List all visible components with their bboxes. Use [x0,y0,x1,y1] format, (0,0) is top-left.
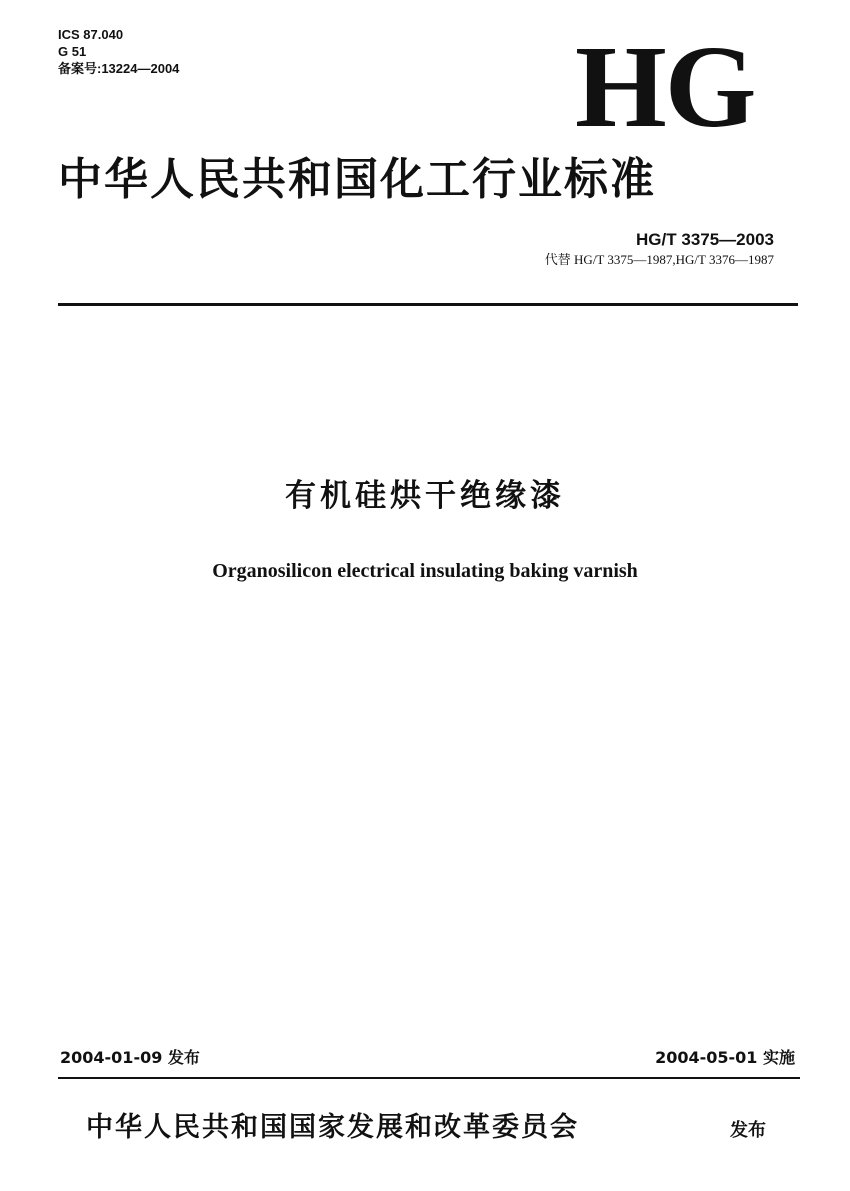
standard-number: HG/T 3375—2003 [636,230,774,249]
hg-logo: HG [575,21,755,152]
classification-code: G 51 [58,44,87,59]
ics-code: ICS 87.040 [58,27,124,42]
implementation-date: 2004-05-01 实施 [655,1048,795,1067]
issue-action: 发布 [730,1120,766,1141]
issue-date: 2004-01-09 发布 [60,1048,200,1067]
record-number: 备案号:13224—2004 [58,61,180,76]
document-title-en: Organosilicon electrical insulating baking varnish [212,560,638,582]
issuing-authority: 中华人民共和国国家发展和改革委员会 [86,1112,579,1143]
replaces-standards: 代替 HG/T 3375—1987,HG/T 3376—1987 [544,252,774,267]
standard-category-title: 中华人民共和国化工行业标准 [58,154,656,205]
document-title-cn: 有机硅烘干绝缘漆 [285,478,565,514]
header-divider [58,303,798,306]
footer-divider [58,1077,800,1079]
